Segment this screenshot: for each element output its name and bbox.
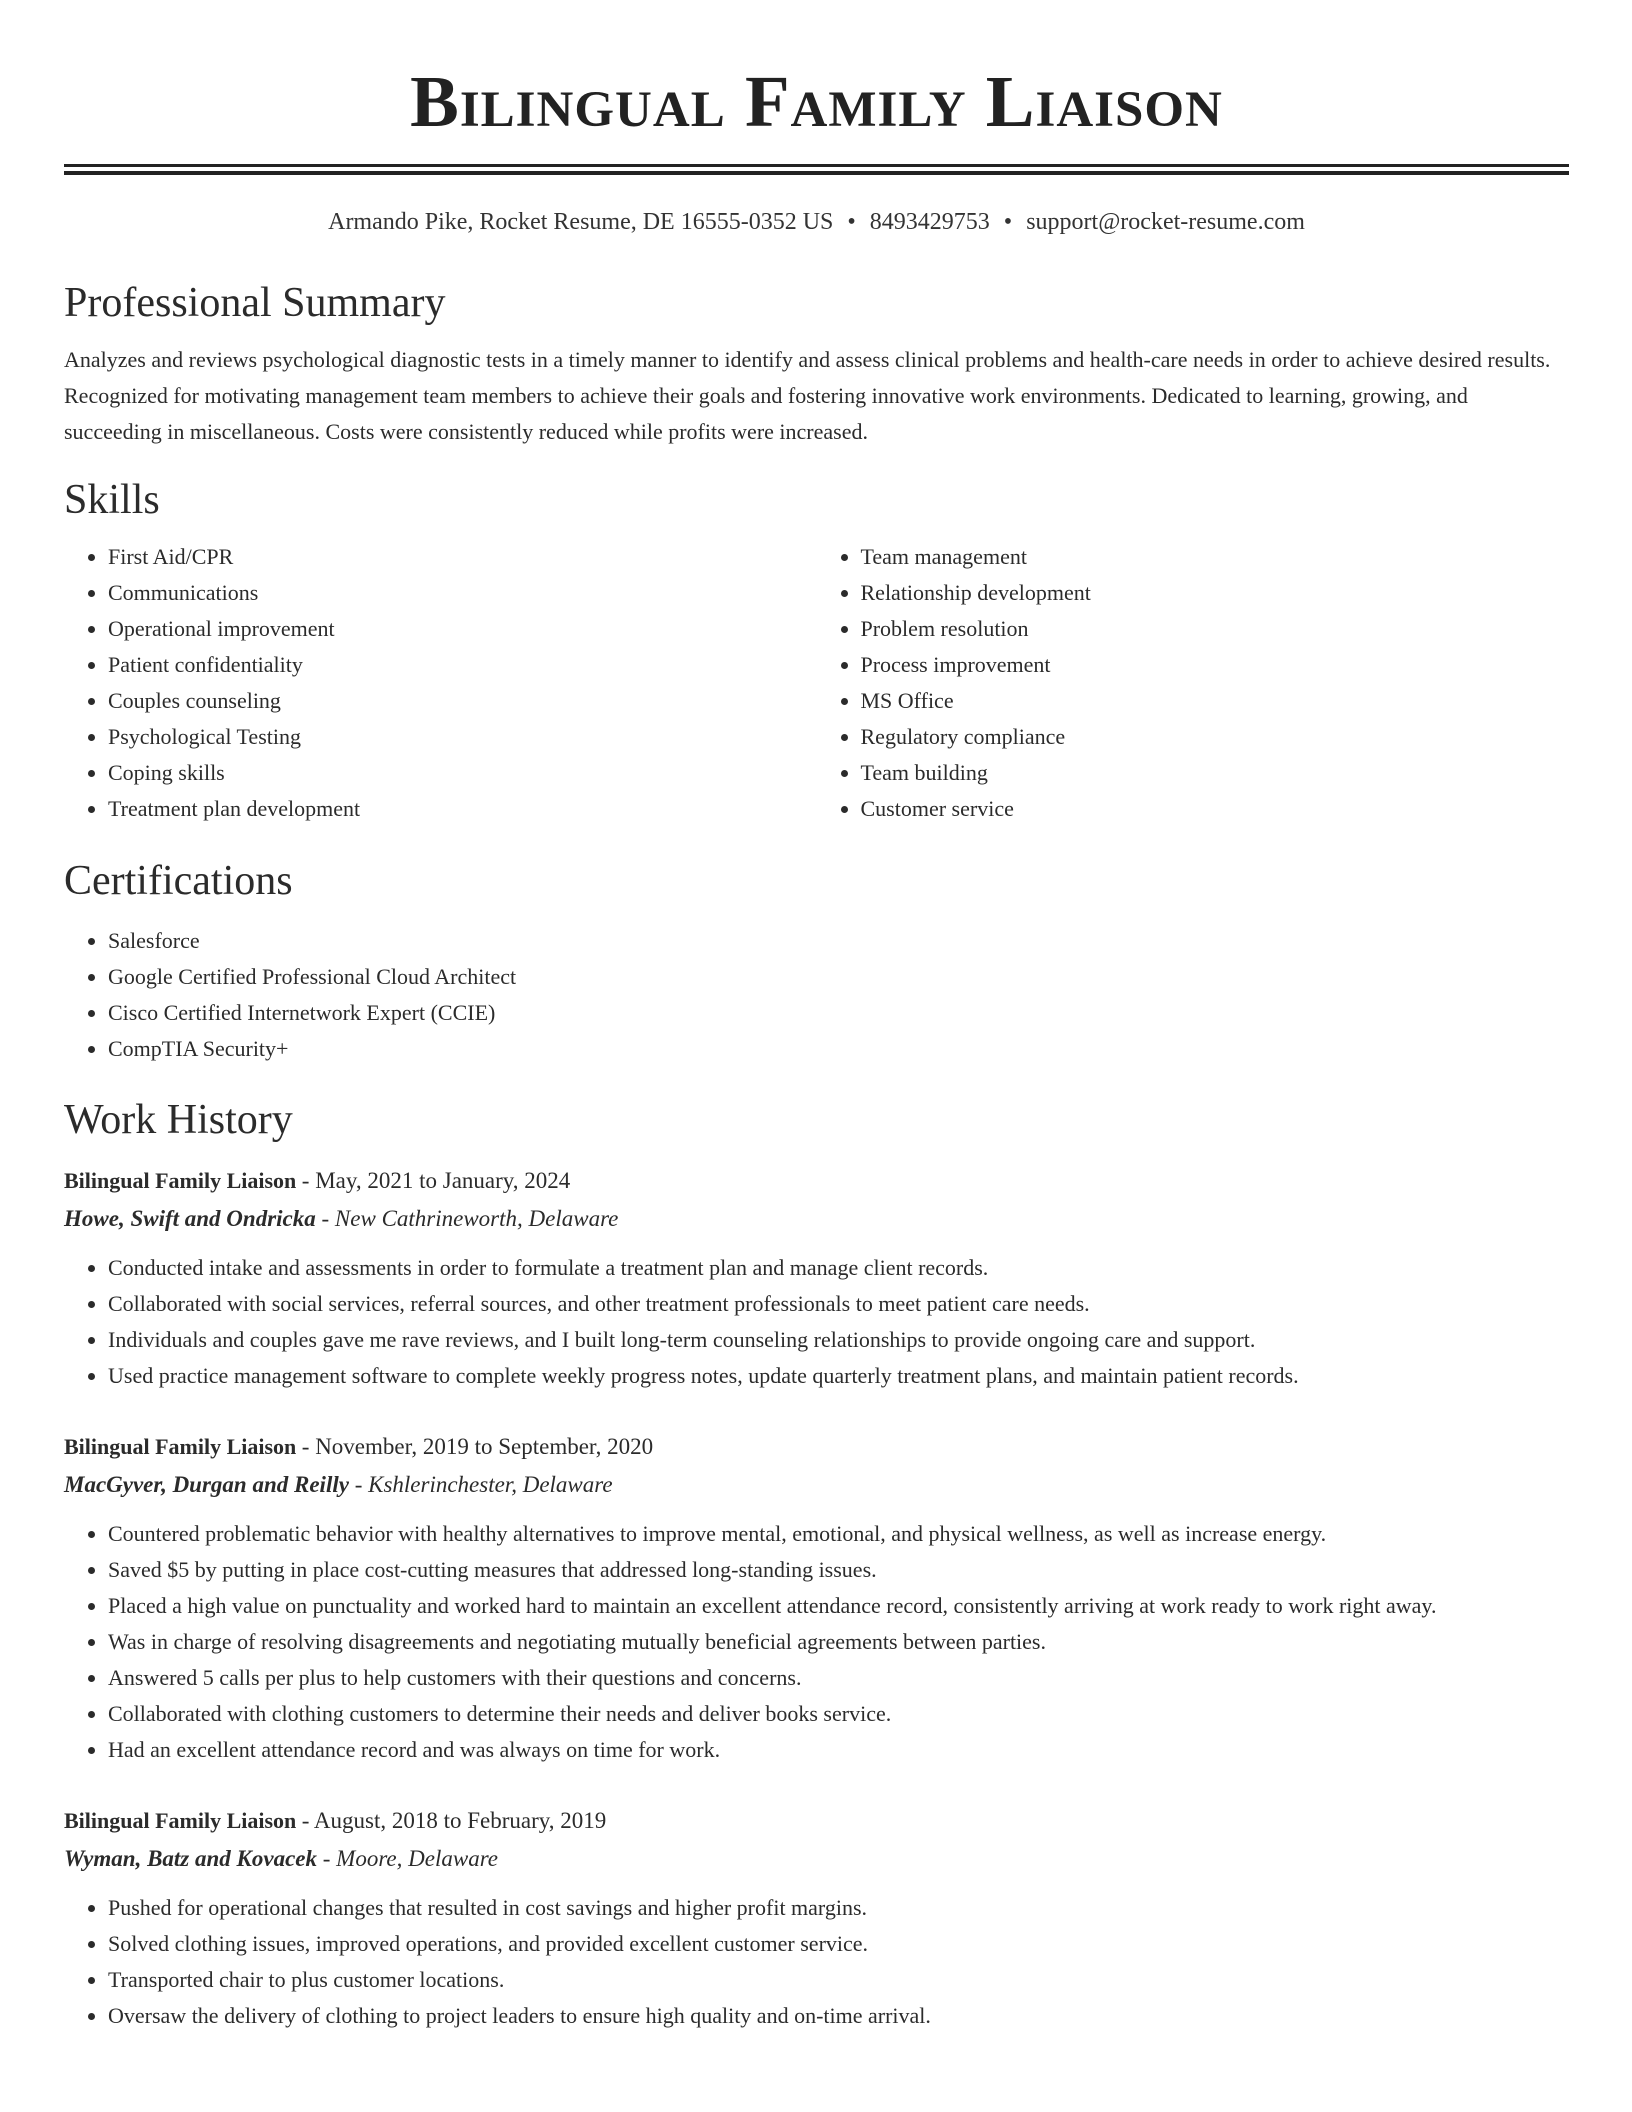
skills-list-right (817, 539, 1570, 827)
contact-separator: • (1003, 209, 1013, 235)
job-bullets (64, 1516, 1569, 1768)
job-dates: - November, 2019 to September, 2020 (301, 1434, 654, 1459)
job-company: Wyman, Batz and Kovacek (64, 1846, 318, 1871)
contact-separator: • (847, 209, 856, 235)
skill-item: • Communications (108, 575, 817, 611)
skill-item: • Regulatory compliance (861, 719, 1570, 755)
skills-heading: Skills (64, 477, 160, 523)
job-bullet: • Collaborated with social services, referral sources, and other treatment professionals to meet patient care needs. (108, 1286, 1569, 1322)
job-bullet: • Saved $5 by putting in place cost-cutting measures that addressed long-standing issues. (108, 1552, 1569, 1588)
job-role: Bilingual Family Liaison (64, 1434, 297, 1459)
contact-address: Armando Pike, Rocket Resume, DE 16555-0352 US (328, 209, 834, 235)
skill-item: • Couples counseling (108, 683, 817, 719)
skill-item: • Customer service (861, 791, 1570, 827)
job-company: MacGyver, Durgan and Reilly (64, 1472, 349, 1497)
job-employer (64, 1200, 1569, 1238)
job-header (64, 1162, 1569, 1200)
job-bullet: • Used practice management software to complete weekly progress notes, update quarterly treatment plans, and maintain patient records. (108, 1358, 1569, 1394)
skills-columns (64, 539, 1569, 827)
job-employer (64, 1466, 1569, 1504)
job-bullet: • Answered 5 calls per plus to help customers with their questions and concerns. (108, 1660, 1569, 1696)
job-bullet: • Oversaw the delivery of clothing to project leaders to ensure high quality and on-time arrival. (108, 1998, 1569, 2034)
job-bullet: • Had an excellent attendance record and was always on time for work. (108, 1732, 1569, 1768)
work-history-heading: Work History (64, 1097, 293, 1143)
job-location: - Moore, Delaware (322, 1846, 498, 1871)
skill-item: • MS Office (861, 683, 1570, 719)
job-dates: - May, 2021 to January, 2024 (301, 1168, 571, 1193)
job-bullet: • Conducted intake and assessments in order to formulate a treatment plan and manage client records. (108, 1250, 1569, 1286)
skill-item: • Team building (861, 755, 1570, 791)
certification-item: • Salesforce (108, 923, 1569, 959)
skill-item: • Relationship development (861, 575, 1570, 611)
job-entry (64, 1802, 1569, 2034)
skill-item: • Team management (861, 539, 1570, 575)
contact-line (64, 207, 1569, 237)
resume-title: Bilingual Family Liaison (410, 61, 1223, 142)
skill-item: • Operational improvement (108, 611, 817, 647)
job-employer (64, 1840, 1569, 1878)
job-bullet: • Was in charge of resolving disagreements and negotiating mutually beneficial agreements between parties. (108, 1624, 1569, 1660)
job-entry (64, 1162, 1569, 1394)
job-bullet: • Solved clothing issues, improved operations, and provided excellent customer service. (108, 1926, 1569, 1962)
job-location: - New Cathrineworth, Delaware (321, 1206, 619, 1231)
job-bullet: • Collaborated with clothing customers to determine their needs and deliver books service. (108, 1696, 1569, 1732)
job-entry (64, 1428, 1569, 1768)
job-location: - Kshlerinchester, Delaware (354, 1472, 613, 1497)
title-double-rule (64, 164, 1569, 175)
job-role: Bilingual Family Liaison (64, 1808, 297, 1833)
skill-item: • Problem resolution (861, 611, 1570, 647)
skill-item: • Treatment plan development (108, 791, 817, 827)
skill-item: • First Aid/CPR (108, 539, 817, 575)
job-bullet: • Pushed for operational changes that resulted in cost savings and higher profit margins. (108, 1890, 1569, 1926)
job-header (64, 1802, 1569, 1840)
certification-item: • CompTIA Security+ (108, 1031, 1569, 1067)
certification-item: • Google Certified Professional Cloud Architect (108, 959, 1569, 995)
job-bullets (64, 1890, 1569, 2034)
job-role: Bilingual Family Liaison (64, 1168, 297, 1193)
contact-phone: 8493429753 (869, 209, 990, 235)
job-bullet: • Placed a high value on punctuality and worked hard to maintain an excellent attendance record, consistently arriving at work ready to work right away. (108, 1588, 1569, 1624)
job-company: Howe, Swift and Ondricka (64, 1206, 316, 1231)
contact-email: support@rocket-resume.com (1026, 209, 1305, 235)
skill-item: • Psychological Testing (108, 719, 817, 755)
summary-heading: Professional Summary (64, 280, 446, 326)
job-bullet: • Individuals and couples gave me rave reviews, and I built long-term counseling relationships to provide ongoing care and support. (108, 1322, 1569, 1358)
job-bullet: • Transported chair to plus customer locations. (108, 1962, 1569, 1998)
job-bullet: • Countered problematic behavior with healthy alternatives to improve mental, emotional, and physical wellness, as well as increase energy. (108, 1516, 1569, 1552)
skill-item: • Patient confidentiality (108, 647, 817, 683)
skill-item: • Process improvement (861, 647, 1570, 683)
certification-item: • Cisco Certified Internetwork Expert (CCIE) (108, 995, 1569, 1031)
job-header (64, 1428, 1569, 1466)
resume-page (64, 0, 1569, 2034)
skill-item: • Coping skills (108, 755, 817, 791)
skills-list-left (64, 539, 817, 827)
summary-text: Analyzes and reviews psychological diagnostic tests in a timely manner to identify and assess clinical problems and health-care needs in order to achieve desired results. Recognized for motivating management team members to achieve their goals and fostering innovative work environments. Dedicated to learning, growing, and succeeding in miscellaneous. Costs were consistently reduced while profits were increased. (64, 347, 1551, 444)
job-bullets (64, 1250, 1569, 1394)
job-dates: - August, 2018 to February, 2019 (301, 1808, 607, 1833)
certifications-heading: Certifications (64, 858, 293, 904)
certifications-list (64, 923, 1569, 1067)
